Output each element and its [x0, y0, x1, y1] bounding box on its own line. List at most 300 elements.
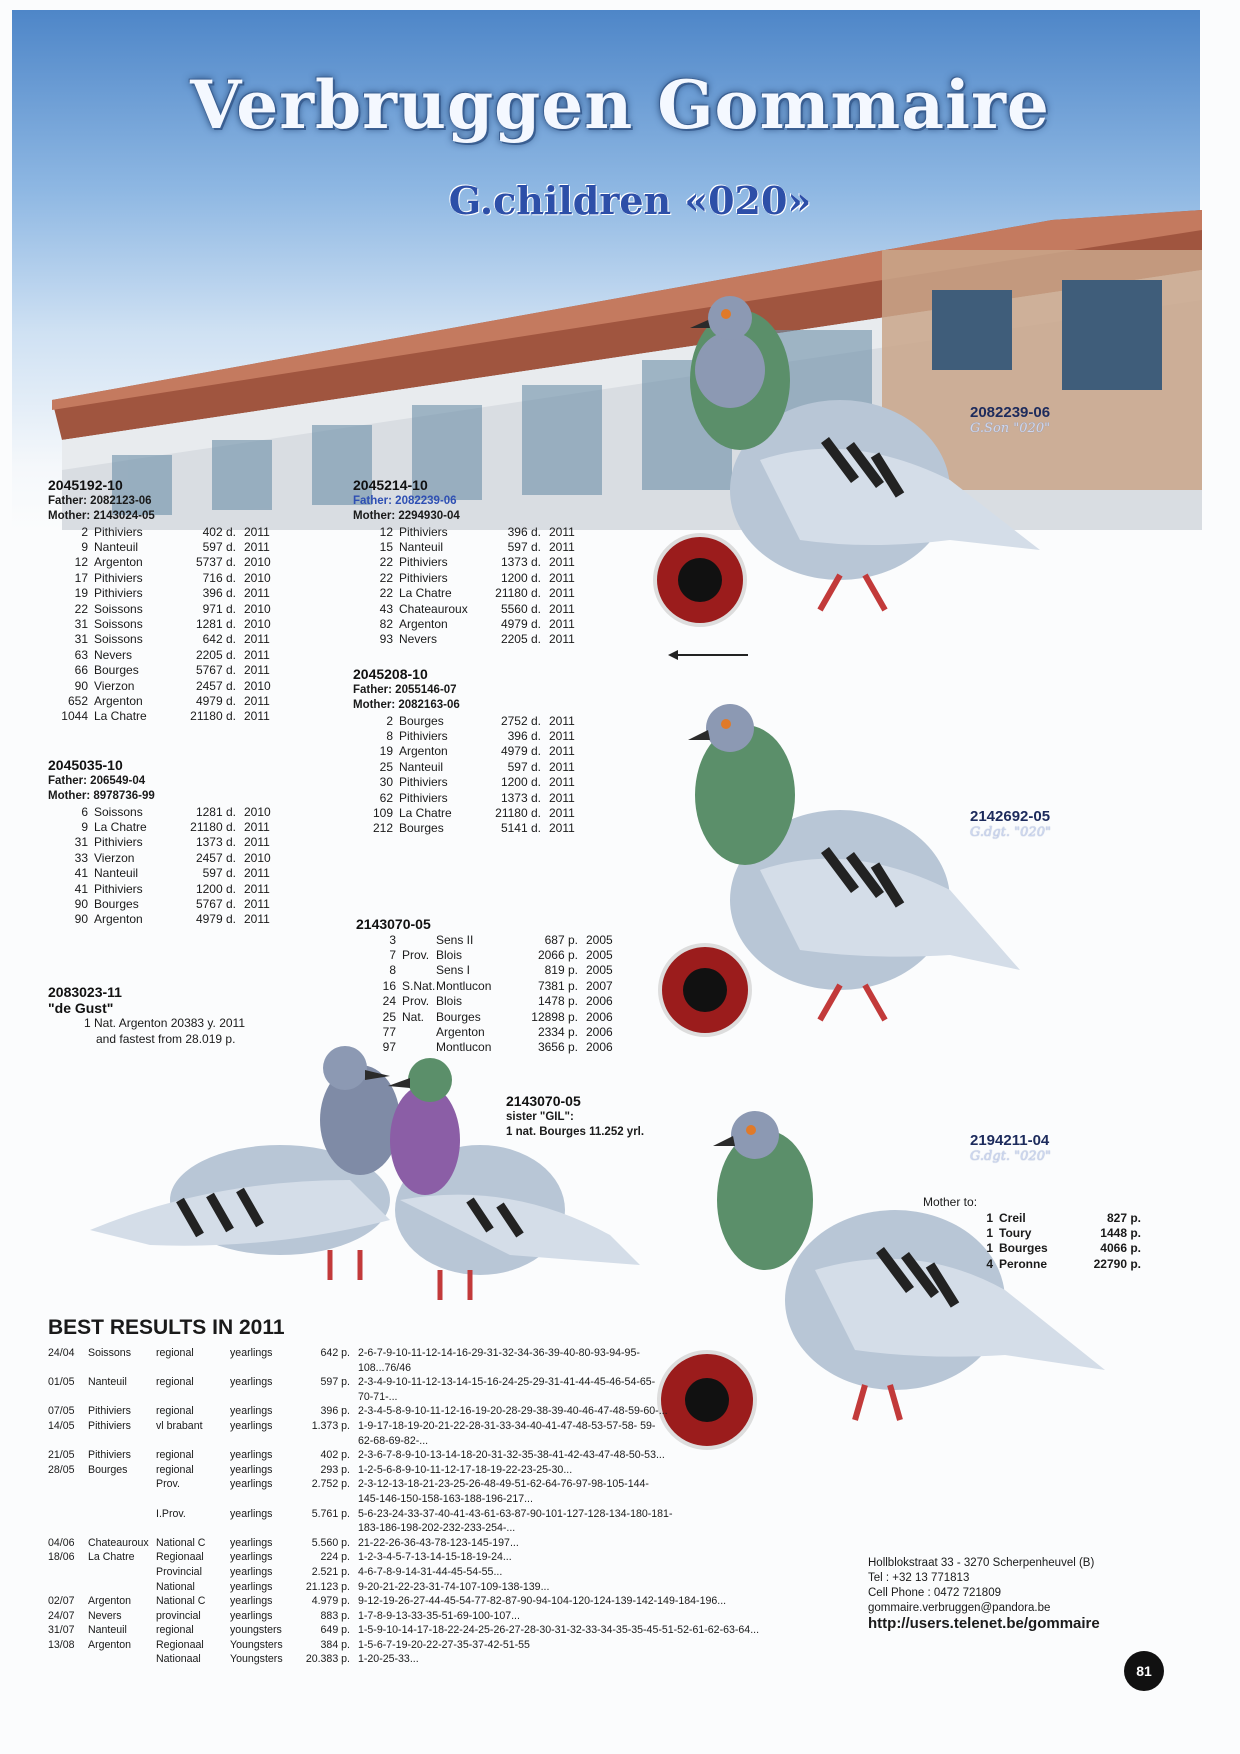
result-pos: 8 — [389, 963, 396, 978]
best-result-row — [48, 1638, 778, 1653]
result-pos: 41 — [74, 881, 88, 896]
mother-label: Mother: 8978736-99 — [48, 790, 155, 802]
result-place: Bourges — [94, 896, 139, 911]
featured-id: 2082239-06 — [970, 404, 1051, 421]
result-date — [48, 1521, 88, 1536]
result-year: 2006 — [586, 1040, 613, 1055]
result-birds — [292, 1434, 358, 1449]
result-dist: 396 d. — [202, 586, 236, 601]
result-place: Pithiviers — [88, 1449, 131, 1462]
result-level: regional — [156, 1449, 194, 1462]
result-row — [353, 602, 583, 617]
result-place: Soissons — [94, 601, 143, 616]
result-pos: 25 — [379, 759, 393, 774]
result-date — [48, 1652, 88, 1667]
result-date — [48, 1361, 88, 1376]
best-result-row — [48, 1346, 778, 1361]
best-result-row — [48, 1361, 778, 1376]
result-place: Pithiviers — [94, 570, 143, 585]
sister-line-1: sister "GIL": — [506, 1110, 574, 1123]
result-place: Argenton — [94, 555, 143, 570]
result-place: Peronne — [999, 1256, 1048, 1271]
result-pos: 1044 — [61, 709, 88, 724]
result-pos: 6 — [81, 804, 88, 819]
contact-email[interactable]: gommaire.verbruggen@pandora.be — [868, 1602, 1051, 1614]
pigeon-block-sister-gil — [506, 1094, 644, 1141]
result-level — [156, 1361, 230, 1376]
result-dist: 21180 d. — [495, 586, 541, 601]
pigeon-id: 2045208-10 — [353, 666, 428, 682]
result-level: National C — [156, 1595, 206, 1608]
result-level — [156, 1390, 230, 1405]
result-place: Pithiviers — [399, 524, 448, 539]
result-row — [48, 679, 278, 694]
result-pos: 30 — [379, 775, 393, 790]
contact-website-link[interactable]: http://users.telenet.be/gommaire — [868, 1615, 1100, 1632]
result-places: 70-71-... — [358, 1390, 398, 1403]
result-dist: 2752 d. — [500, 713, 541, 728]
result-row — [353, 586, 583, 601]
result-places: 1-2-3-4-5-7-13-14-15-18-19-24... — [358, 1551, 512, 1564]
result-place: Soissons — [94, 616, 143, 631]
result-row — [353, 714, 583, 729]
result-row — [48, 897, 278, 912]
result-year: 2011 — [244, 912, 270, 927]
result-birds: 21.123 p. — [305, 1580, 350, 1593]
result-pos: 8 — [386, 728, 393, 743]
result-pos: 90 — [74, 896, 88, 911]
pigeon-id: 2045192-10 — [48, 477, 123, 493]
result-date — [48, 1477, 88, 1492]
result-pos: 2 — [386, 713, 393, 728]
pigeon-photo-1 — [650, 290, 1050, 660]
result-year: 2011 — [549, 616, 575, 631]
result-places: 5-6-23-24-33-37-40-41-43-61-63-87-90-101-127-128-134-180-181- — [358, 1507, 673, 1520]
result-dist: 1200 d. — [500, 775, 541, 790]
result-place: Pithiviers — [399, 790, 448, 805]
result-pos: 3 — [389, 932, 396, 947]
result-level: National C — [156, 1536, 206, 1549]
result-level — [402, 963, 436, 978]
result-place: Toury — [999, 1225, 1032, 1240]
result-year: 2011 — [549, 759, 575, 774]
pigeon-block-2045192-10 — [48, 478, 278, 725]
result-year: 2011 — [549, 713, 575, 728]
result-dist: 4979 d. — [195, 912, 236, 927]
result-row — [48, 571, 278, 586]
result-dist: 597 d. — [202, 539, 236, 554]
result-date — [48, 1434, 88, 1449]
page-number: 81 — [1124, 1651, 1164, 1691]
result-cat — [230, 1434, 292, 1449]
result-place: Vierzon — [94, 678, 135, 693]
result-date — [48, 1390, 88, 1405]
result-row — [953, 1241, 1149, 1256]
pigeon-photo-2 — [650, 700, 1030, 1070]
result-dist: 1373 d. — [195, 835, 236, 850]
result-dist: 1200 d. — [500, 570, 541, 585]
result-dist: 827 p. — [1106, 1210, 1141, 1225]
result-dist: 597 d. — [507, 759, 541, 774]
result-date: 02/07 — [48, 1595, 75, 1608]
result-places: 1-20-25-33... — [358, 1653, 419, 1666]
result-pos: 31 — [74, 616, 88, 631]
result-row — [353, 806, 583, 821]
result-year: 2011 — [549, 805, 575, 820]
result-place: Soissons — [94, 632, 143, 647]
result-place: Nevers — [88, 1609, 122, 1622]
result-place: Chateauroux — [88, 1536, 149, 1549]
result-birds: 5.560 p. — [311, 1536, 350, 1549]
result-year: 2011 — [549, 744, 575, 759]
result-pos: 15 — [379, 539, 393, 554]
result-place — [88, 1477, 156, 1492]
result-dist: 21180 d. — [495, 805, 541, 820]
result-pos: 12 — [379, 524, 393, 539]
result-level — [402, 933, 436, 948]
result-place: Pithiviers — [94, 881, 143, 896]
result-place: Pithiviers — [399, 555, 448, 570]
result-pos: 22 — [379, 555, 393, 570]
result-date — [48, 1507, 88, 1522]
result-row — [48, 694, 278, 709]
result-row — [353, 744, 583, 759]
result-pos: 90 — [74, 678, 88, 693]
best-result-row — [48, 1521, 778, 1536]
result-birds: 597 p. — [320, 1376, 350, 1389]
result-date: 01/05 — [48, 1376, 75, 1389]
result-place: Argenton — [88, 1638, 131, 1651]
result-places: 2-3-6-7-8-9-10-13-14-18-20-31-32-35-38-41-42-43-47-48-50-53... — [358, 1449, 665, 1462]
result-pos: 31 — [74, 835, 88, 850]
result-date: 14/05 — [48, 1419, 75, 1432]
result-dist: 597 d. — [507, 539, 541, 554]
pigeon-block-2045035-10 — [48, 758, 278, 928]
result-cat: yearlings — [230, 1478, 273, 1491]
result-place: Pithiviers — [94, 835, 143, 850]
result-place: Nevers — [399, 632, 438, 647]
result-place: Nanteuil — [88, 1376, 127, 1389]
result-cat: youngsters — [230, 1624, 282, 1637]
result-place: La Chatre — [399, 805, 452, 820]
result-year: 2010 — [244, 804, 271, 819]
father-label: Father: 2055146-07 — [353, 683, 457, 696]
result-row — [353, 555, 583, 570]
result-places: 1-5-6-7-19-20-22-27-35-37-42-51-55 — [358, 1638, 530, 1651]
result-dist: 687 p. — [544, 932, 578, 947]
result-level — [402, 1025, 436, 1040]
pigeon-block-de-gust — [48, 985, 245, 1047]
result-year: 2005 — [586, 932, 613, 947]
result-cat: yearlings — [230, 1507, 273, 1520]
result-dist: 7381 p. — [537, 978, 578, 993]
result-place: La Chatre — [88, 1551, 135, 1564]
result-year: 2011 — [549, 601, 575, 616]
result-year: 2011 — [244, 693, 270, 708]
result-date — [48, 1492, 88, 1507]
result-year: 2010 — [244, 555, 271, 570]
result-place: Argenton — [88, 1595, 131, 1608]
result-place: Nanteuil — [94, 866, 139, 881]
result-pos: 93 — [379, 632, 393, 647]
result-row — [353, 525, 583, 540]
result-year: 2011 — [244, 647, 270, 662]
best-result-row — [48, 1580, 778, 1595]
result-date: 24/07 — [48, 1609, 75, 1622]
result-places: 1-7-8-9-13-33-35-51-69-100-107... — [358, 1609, 520, 1622]
pointer-arrow-icon — [668, 648, 748, 662]
result-date: 04/06 — [48, 1536, 75, 1549]
father-label: Father: 2082123-06 — [48, 494, 152, 507]
result-place: Argenton — [399, 616, 448, 631]
result-dist: 4979 d. — [500, 744, 541, 759]
result-year: 2006 — [586, 1009, 613, 1024]
result-row — [48, 663, 278, 678]
result-dist: 5767 d. — [195, 896, 236, 911]
result-level: Nat. — [402, 1009, 425, 1024]
featured-id: 2194211-04 — [970, 1132, 1050, 1149]
pigeon-block-2045214-10 — [353, 478, 583, 648]
result-level: Prov. — [156, 1478, 180, 1491]
result-row — [48, 912, 278, 927]
result-year: 2011 — [549, 539, 575, 554]
result-pos: 33 — [74, 850, 88, 865]
result-cat: Youngsters — [230, 1638, 283, 1651]
result-places: 9-12-19-26-27-44-45-54-77-82-87-90-94-104-120-124-139-142-149-184-196... — [358, 1595, 727, 1608]
result-birds — [292, 1390, 358, 1405]
result-pos: 7 — [389, 947, 396, 962]
best-result-row — [48, 1550, 778, 1565]
results-table — [48, 805, 278, 928]
result-places: 2-3-4-9-10-11-12-13-14-15-16-24-25-29-31-41-44-45-46-54-65- — [358, 1376, 656, 1389]
result-row — [953, 1211, 1149, 1226]
result-place: Pithiviers — [88, 1405, 131, 1418]
result-dist: 4979 d. — [500, 616, 541, 631]
result-row — [953, 1226, 1149, 1241]
result-pos: 212 — [372, 821, 393, 836]
contact-block — [868, 1556, 1100, 1631]
result-dist: 3656 p. — [537, 1040, 578, 1055]
result-dist: 1281 d. — [195, 804, 236, 819]
best-result-row — [48, 1477, 778, 1492]
result-birds: 642 p. — [320, 1347, 350, 1359]
result-cat: yearlings — [230, 1536, 273, 1549]
best-results-title: BEST RESULTS IN 2011 — [48, 1316, 285, 1339]
result-date — [48, 1580, 88, 1595]
contact-address: Hollblokstraat 33 - 3270 Scherpenheuvel (B) — [868, 1557, 1095, 1569]
result-level: vl brabant — [156, 1419, 203, 1432]
result-place: Argenton — [436, 1024, 485, 1039]
result-birds: 883 p. — [320, 1609, 350, 1622]
result-places: 21-22-26-36-43-78-123-145-197... — [358, 1536, 519, 1549]
result-place — [88, 1652, 156, 1667]
result-row — [353, 617, 583, 632]
result-cat: yearlings — [230, 1551, 273, 1564]
best-result-row — [48, 1623, 778, 1638]
result-dist: 402 d. — [202, 524, 236, 539]
result-pos: 2 — [81, 524, 88, 539]
result-year: 2011 — [549, 790, 575, 805]
result-pos: 43 — [379, 601, 393, 616]
mother-to-table — [953, 1211, 1149, 1273]
result-pos: 9 — [81, 819, 88, 834]
result-date: 21/05 — [48, 1449, 75, 1462]
result-row — [353, 632, 583, 647]
best-result-row — [48, 1390, 778, 1405]
result-dist: 396 d. — [507, 728, 541, 743]
result-row — [48, 709, 278, 724]
result-place — [88, 1580, 156, 1595]
result-cat: yearlings — [230, 1609, 273, 1622]
result-birds: 396 p. — [320, 1405, 350, 1418]
result-dist: 4066 p. — [1100, 1241, 1141, 1256]
result-place: Sens II — [436, 932, 474, 947]
father-label: Father: 2082239-06 — [353, 494, 457, 507]
result-pos: 12 — [74, 555, 88, 570]
result-place — [88, 1565, 156, 1580]
result-row — [48, 648, 278, 663]
result-level — [156, 1492, 230, 1507]
result-level — [156, 1434, 230, 1449]
result-places: 9-20-21-22-23-31-74-107-109-138-139... — [358, 1580, 550, 1593]
result-level: Prov. — [402, 947, 430, 962]
result-row — [356, 933, 620, 948]
result-date: 07/05 — [48, 1405, 75, 1418]
result-pos: 109 — [372, 805, 393, 820]
result-date: 31/07 — [48, 1624, 75, 1637]
result-place: Soissons — [88, 1347, 131, 1359]
result-row — [48, 632, 278, 647]
result-year: 2011 — [244, 524, 270, 539]
result-level: regional — [156, 1376, 194, 1389]
result-place: Argenton — [399, 744, 448, 759]
result-pos: 77 — [382, 1024, 396, 1039]
result-row — [356, 994, 620, 1009]
result-cat: Youngsters — [230, 1653, 283, 1666]
result-place: Pithiviers — [399, 728, 448, 743]
result-birds: 5.761 p. — [311, 1507, 350, 1520]
best-result-row — [48, 1375, 778, 1390]
result-place: Bourges — [94, 663, 139, 678]
result-date — [48, 1565, 88, 1580]
result-cat: yearlings — [230, 1405, 273, 1418]
result-dist: 2457 d. — [195, 678, 236, 693]
result-pos: 62 — [379, 790, 393, 805]
result-places: 2-6-7-9-10-11-12-14-16-29-31-32-34-36-39-40-80-93-94-95- — [358, 1347, 640, 1359]
page-title: Verbruggen Gommaire — [190, 66, 1050, 144]
gust-result-line-1: 1 Nat. Argenton 20383 y. 2011 — [84, 1016, 246, 1030]
result-dist: 21180 d. — [190, 819, 236, 834]
result-cat: yearlings — [230, 1449, 273, 1462]
result-level: regional — [156, 1347, 194, 1359]
result-dist: 5737 d. — [195, 555, 236, 570]
featured-caption-3 — [970, 1132, 1051, 1164]
result-year: 2011 — [244, 881, 270, 896]
result-level: regional — [156, 1405, 194, 1418]
result-cat — [230, 1390, 292, 1405]
result-places: 183-186-198-202-232-233-254-... — [358, 1522, 516, 1535]
result-cat: yearlings — [230, 1419, 273, 1432]
best-results-table — [48, 1346, 778, 1667]
result-place: Pithiviers — [399, 570, 448, 585]
result-pos: 19 — [74, 586, 88, 601]
result-dist: 22790 p. — [1093, 1256, 1141, 1271]
result-place: Nevers — [94, 647, 133, 662]
pigeon-id: 2045214-10 — [353, 477, 428, 493]
result-place: Sens I — [436, 963, 471, 978]
result-birds: 1.373 p. — [311, 1419, 350, 1432]
best-result-row — [48, 1652, 778, 1667]
result-birds: 2.752 p. — [311, 1478, 350, 1491]
result-year: 2010 — [244, 570, 271, 585]
result-year: 2011 — [244, 539, 270, 554]
result-cat — [230, 1521, 292, 1536]
result-level — [402, 1040, 436, 1055]
result-level: Regionaal — [156, 1551, 204, 1564]
result-places: 62-68-69-82-... — [358, 1434, 429, 1447]
results-table — [356, 933, 620, 1056]
result-place: Bourges — [399, 713, 444, 728]
result-pos: 22 — [379, 586, 393, 601]
gust-result-line-2: and fastest from 28.019 p. — [96, 1031, 236, 1046]
result-level: provincial — [156, 1609, 201, 1622]
result-dist: 1200 d. — [195, 881, 236, 896]
result-places: 1-2-5-6-8-9-10-11-12-17-18-19-22-23-25-30... — [358, 1463, 573, 1476]
featured-caption-2 — [970, 808, 1051, 840]
result-place: Pithiviers — [399, 775, 448, 790]
result-birds: 384 p. — [320, 1638, 350, 1651]
result-dist: 1281 d. — [195, 616, 236, 631]
result-place: Nanteuil — [88, 1624, 127, 1637]
result-pos: 9 — [81, 539, 88, 554]
result-dist: 716 d. — [202, 570, 236, 585]
result-cat: yearlings — [230, 1595, 273, 1608]
featured-role: G.Son "020" — [970, 421, 1051, 436]
result-row — [353, 775, 583, 790]
pigeon-block-2143070-05 — [356, 917, 620, 1056]
result-row — [953, 1257, 1149, 1272]
pigeon-id: 2143070-05 — [506, 1093, 581, 1109]
result-row — [48, 555, 278, 570]
result-year: 2011 — [244, 896, 270, 911]
result-pos: 25 — [382, 1009, 396, 1024]
result-places: 2-3-4-5-8-9-10-11-12-16-19-20-28-29-38-39-40-46-47-48-59-60-... — [358, 1405, 668, 1418]
result-level: Regionaal — [156, 1638, 204, 1651]
result-pos: 41 — [74, 866, 88, 881]
result-row — [353, 760, 583, 775]
result-cat — [230, 1361, 292, 1376]
result-year: 2011 — [244, 663, 270, 678]
result-pos: 1 — [986, 1210, 993, 1225]
result-dist: 2334 p. — [537, 1024, 578, 1039]
result-year: 2006 — [586, 1024, 613, 1039]
result-dist: 2205 d. — [500, 632, 541, 647]
best-result-row — [48, 1463, 778, 1478]
best-result-row — [48, 1448, 778, 1463]
result-pos: 22 — [379, 570, 393, 585]
result-dist: 2066 p. — [537, 947, 578, 962]
result-place: Vierzon — [94, 850, 135, 865]
result-pos: 24 — [382, 994, 396, 1009]
result-level: S.Nat. — [402, 978, 436, 993]
result-year: 2011 — [549, 586, 575, 601]
contact-tel: Tel : +32 13 771813 — [868, 1572, 970, 1584]
result-place: La Chatre — [399, 586, 452, 601]
result-row — [353, 821, 583, 836]
result-level: National — [156, 1580, 195, 1593]
best-result-row — [48, 1609, 778, 1624]
result-place: Nanteuil — [94, 539, 139, 554]
